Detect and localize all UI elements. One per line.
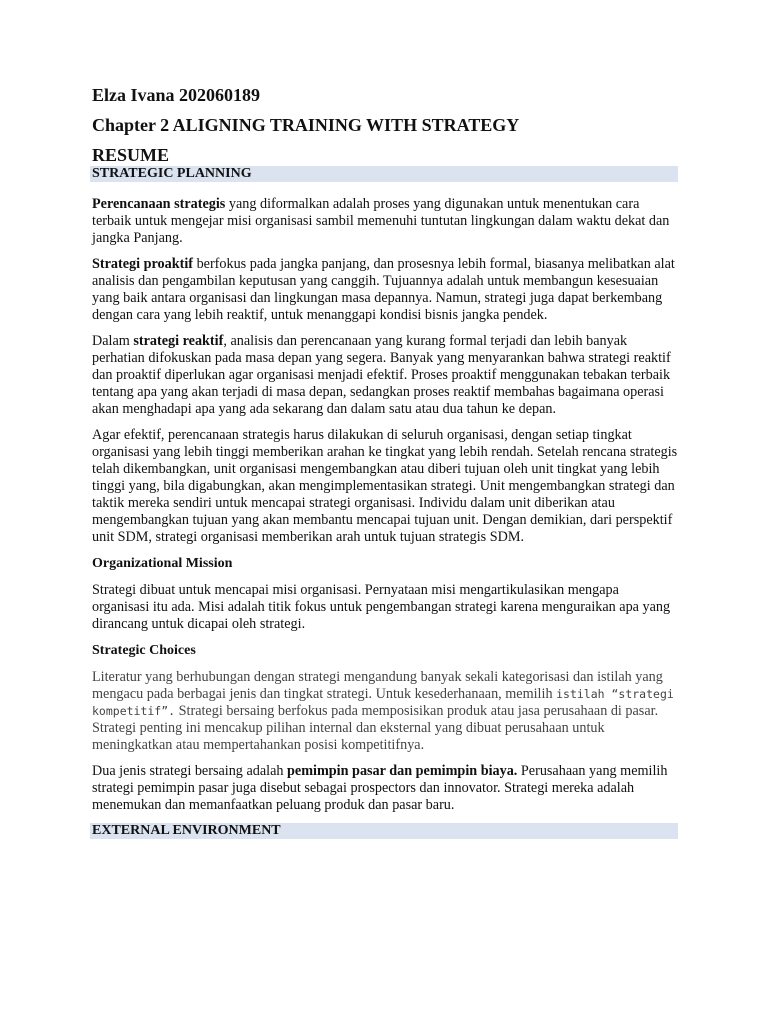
author-line: Elza Ivana 202060189 [92, 85, 261, 105]
subheading-organizational-mission: Organizational Mission [92, 556, 233, 571]
term-perencanaan-strategis: Perencanaan strategis [92, 196, 226, 212]
resume-heading: RESUME [92, 145, 170, 165]
paragraph-text: Dua jenis strategi bersaing adalah [92, 763, 288, 779]
paragraph-strategic-planning [92, 196, 678, 247]
subheading-strategic-choices: Strategic Choices [92, 643, 196, 658]
paragraph-competitive-types [92, 763, 678, 814]
paragraph-text: Perusahaan yang memilih strategi pemimpin pasar juga disebut sebagai prospectors dan innovator. Strategi mereka adalah menemukan dan memanfaatkan peluang produk dan pasar baru. [92, 763, 668, 813]
paragraph-reactive-strategy [92, 333, 678, 418]
term-strategi-reaktif: strategi reaktif [133, 333, 224, 349]
paragraph-text: , analisis dan perencanaan yang kurang formal terjadi dan lebih banyak perhatian difokuskan pada masa depan yang segera. Banyak yang menyarankan bahwa strategi reaktif dan proaktif diperlukan agar organisasi menjadi efektif. Proses proaktif menggunakan tebakan terbaik tentang apa yang akan terjadi di masa depan, sedangkan proses reaktif membahas bagaimana operasi akan menghadapi apa yang ada sekarang dan dalam satu atau dua tahun ke depan. [92, 333, 671, 417]
section-header-external-environment: EXTERNAL ENVIRONMENT [90, 823, 678, 839]
section-header-strategic-planning: STRATEGIC PLANNING [90, 166, 678, 182]
document-page [92, 84, 678, 853]
paragraph-text: Dalam [92, 333, 134, 349]
paragraph-strategic-choices [92, 669, 678, 754]
term-pemimpin-pasar: pemimpin pasar dan pemimpin biaya. [287, 763, 518, 779]
term-strategi-proaktif: Strategi proaktif [92, 256, 194, 272]
paragraph-text: Literatur yang berhubungan dengan strategi mengandung banyak sekali kategorisasi dan istilah yang mengacu pada berbagai jenis dan tingkat strategi. Untuk kesederhanaan, memilih [92, 669, 663, 702]
term-strategi-kompetitif: istilah “strategi kompetitif”. [92, 687, 674, 718]
paragraph-text: Strategi bersaing berfokus pada memposisikan produk atau jasa perusahaan di pasar. Strategi penting ini mencakup pilihan internal dan eksternal yang dibuat perusahaan untuk meningkatkan atau mempertahankan posisi kompetitifnya. [92, 703, 659, 753]
paragraph-text: yang diformalkan adalah proses yang digunakan untuk menentukan cara terbaik untuk mengejar misi organisasi sambil memenuhi tuntutan lingkungan dalam waktu dekat dan jangka Panjang. [92, 196, 670, 246]
paragraph-organizational-mission: Strategi dibuat untuk mencapai misi organisasi. Pernyataan misi mengartikulasikan mengapa organisasi itu ada. Misi adalah titik fokus untuk pengembangan strategi karena menguraikan apa yang dirancang untuk dicapai oleh strategi. [92, 582, 671, 632]
chapter-title: Chapter 2 ALIGNING TRAINING WITH STRATEGY [92, 115, 520, 135]
paragraph-proactive-strategy [92, 256, 678, 324]
paragraph-text: berfokus pada jangka panjang, dan prosesnya lebih formal, biasanya melibatkan alat analisis dan pengambilan keputusan yang canggih. Tujuannya adalah untuk membangun kesesuaian yang baik antara organisasi dan lingkungan masa depannya. Namun, strategi juga dapat berkembang dengan cara yang lebih reaktif, untuk menanggapi kondisi bisnis jangka pendek. [92, 256, 675, 323]
paragraph-effective-planning: Agar efektif, perencanaan strategis harus dilakukan di seluruh organisasi, dengan setiap tingkat organisasi yang lebih tinggi memberikan arahan ke tingkat yang lebih rendah. Setelah rencana strategis telah dikembangkan, unit organisasi mengembangkan atau diberi tujuan oleh unit tingkat yang lebih tinggi yang, bila digabungkan, akan mengimplementasikan strategi. Unit mengembangkan strategi dan taktik mereka sendiri untuk mencapai strategi organisasi. Individu dalam unit diberikan atau mengembangkan tujuan yang akan membantu mencapai tujuan unit. Dengan demikian, dari perspektif unit SDM, strategi organisasi memberikan arah untuk tujuan strategis SDM. [92, 427, 678, 545]
